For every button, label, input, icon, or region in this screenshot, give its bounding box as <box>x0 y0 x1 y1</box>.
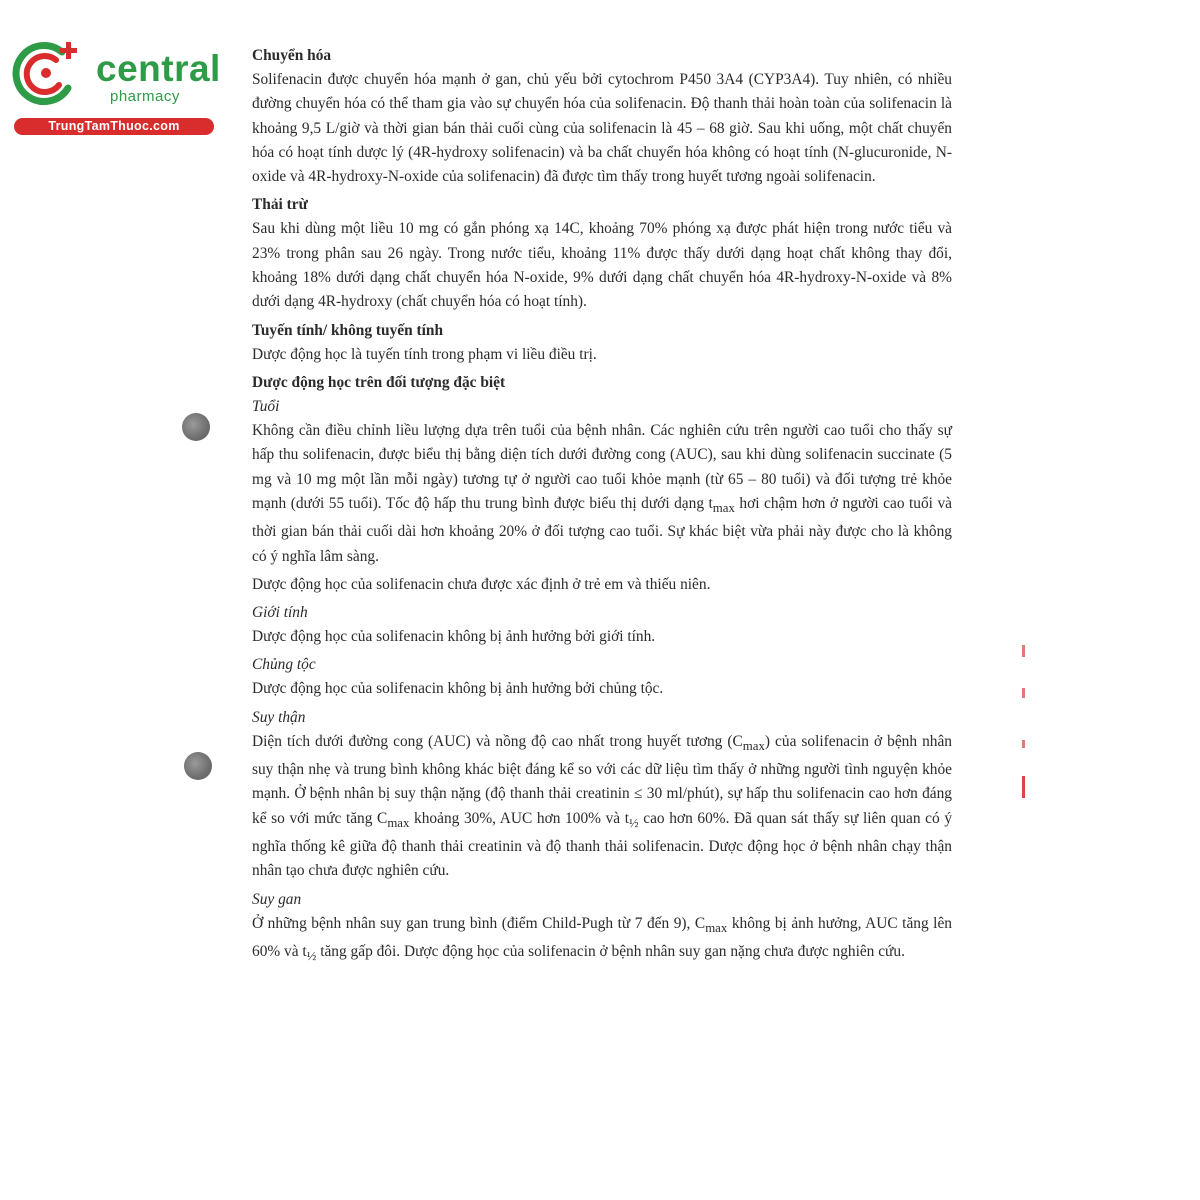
paragraph-gender: Dược động học của solifenacin không bị ảnh hưởng bởi giới tính. <box>252 628 656 646</box>
pharmacy-cross-icon <box>12 38 82 108</box>
subheading-renal: Suy thận <box>252 708 306 726</box>
paragraph-elimination: Sau khi dùng một liều 10 mg có gắn phóng xạ 14C, khoảng 70% phóng xạ được phát hiện trong nước tiểu và 23% trong phân sau 26 ngày. Trong nước tiểu, khoảng 11% được thấy dưới dạng hoạt chất không thay đổi, khoảng 18% dưới dạng chất chuyển hóa N-oxide, 9% dưới dạng chất chuyển hóa 4R-hydroxy-N-oxide và 8% dưới dạng 4R-hydroxy (chất chuyển hóa có hoạt tính). <box>252 220 952 311</box>
edge-stamp-mark <box>1022 776 1025 798</box>
central-pharmacy-logo <box>10 36 221 136</box>
paragraph-hepatic: Ở những bệnh nhân suy gan trung bình (điểm Child-Pugh từ 7 đến 9), $C_{max}$ không bị ảnh hưởng, AUC tăng lên 60% và $t_{\frac{1}{2}}$ tăng gấp đôi. Dược động học của solifenacin ở bệnh nhân suy gan nặng chưa được nghiên cứu. <box>252 914 952 964</box>
section-heading-metabolism: Chuyển hóa <box>252 47 332 64</box>
paragraph-metabolism: Solifenacin được chuyển hóa mạnh ở gan, chủ yếu bởi cytochrom P450 3A4 (CYP3A4). Tuy nhiên, có nhiều đường chuyển hóa có thể tham gia vào sự chuyển hóa của solifenacin. Độ thanh thải hoàn toàn của solifenacin là khoảng 9,5 L/giờ và thời gian bán thải cuối cùng của solifenacin là 45 – 68 giờ. Sau khi uống, một chất chuyển hóa có hoạt tính dược lý (4R-hydroxy solifenacin) và ba chất chuyển hóa không có hoạt tính (N-glucuronide, N-oxide và 4R-hydroxy-N-oxide của solifenacin) đã được tìm thấy trong huyết tương ngoài solifenacin. <box>252 71 952 186</box>
edge-stamp-mark <box>1022 645 1025 657</box>
subheading-age: Tuổi <box>252 397 280 415</box>
subheading-hepatic: Suy gan <box>252 890 302 908</box>
punch-hole <box>182 413 210 441</box>
subheading-gender: Giới tính <box>252 604 308 622</box>
paragraph-linearity: Dược động học là tuyến tính trong phạm vi liều điều trị. <box>252 345 597 363</box>
logo-brand-subtitle: pharmacy <box>110 88 180 105</box>
edge-stamp-mark <box>1022 688 1025 698</box>
paragraph-age: Không cần điều chỉnh liều lượng dựa trên tuổi của bệnh nhân. Các nghiên cứu trên người cao tuổi cho thấy sự hấp thu solifenacin, được biểu thị bằng diện tích dưới đường cong (AUC), sau khi dùng solifenacin succinate (5 mg và 10 mg một lần mỗi ngày) tương tự ở người cao tuổi khỏe mạnh (từ 65 – 80 tuổi) và đối tượng trẻ khỏe mạnh (dưới 55 tuổi). Tốc độ hấp thu trung bình được biểu thị dưới dạng $t_{max}$ hơi chậm hơn ở người cao tuổi và thời gian bán thải cuối dài hơn khoảng 20% ở đối tượng cao tuổi. Sự khác biệt vừa phải này được cho là không có ý nghĩa lâm sàng. <box>252 421 952 565</box>
punch-hole <box>184 752 212 780</box>
paragraph-age-pediatric: Dược động học của solifenacin chưa được xác định ở trẻ em và thiếu niên. <box>252 575 711 593</box>
paragraph-renal: Diện tích dưới đường cong (AUC) và nồng độ cao nhất trong huyết tương $(C_{max})$ của solifenacin ở bệnh nhân suy thận nhẹ và trung bình không khác biệt đáng kể so với các dữ liệu tìm thấy ở những người tình nguyện khỏe mạnh. Ở bệnh nhân bị suy thận nặng (độ thanh thải creatinin ≤ 30 ml/phút), sự hấp thu solifenacin cao hơn đáng kể so với mức tăng $C_{max}$ khoảng 30%, AUC hơn 100% và $t_{\frac{1}{2}}$ cao hơn 60%. Đã quan sát thấy sự liên quan có ý nghĩa thống kê giữa độ thanh thải creatinin và độ thanh thải solifenacin. Dược động học ở bệnh nhân chạy thận nhân tạo chưa được nghiên cứu. <box>252 732 953 880</box>
section-heading-elimination: Thải trừ <box>252 196 308 214</box>
paragraph-race: Dược động học của solifenacin không bị ảnh hưởng bởi chủng tộc. <box>252 680 664 698</box>
edge-stamp-mark <box>1022 740 1025 748</box>
document-body <box>252 44 952 968</box>
logo-website-banner: TrungTamThuoc.com <box>14 118 214 135</box>
logo-brand-name: central <box>96 48 221 89</box>
subheading-race: Chủng tộc <box>252 656 316 674</box>
section-heading-linearity: Tuyến tính/ không tuyến tính <box>252 321 444 339</box>
section-heading-special-populations: Dược động học trên đối tượng đặc biệt <box>252 373 506 391</box>
